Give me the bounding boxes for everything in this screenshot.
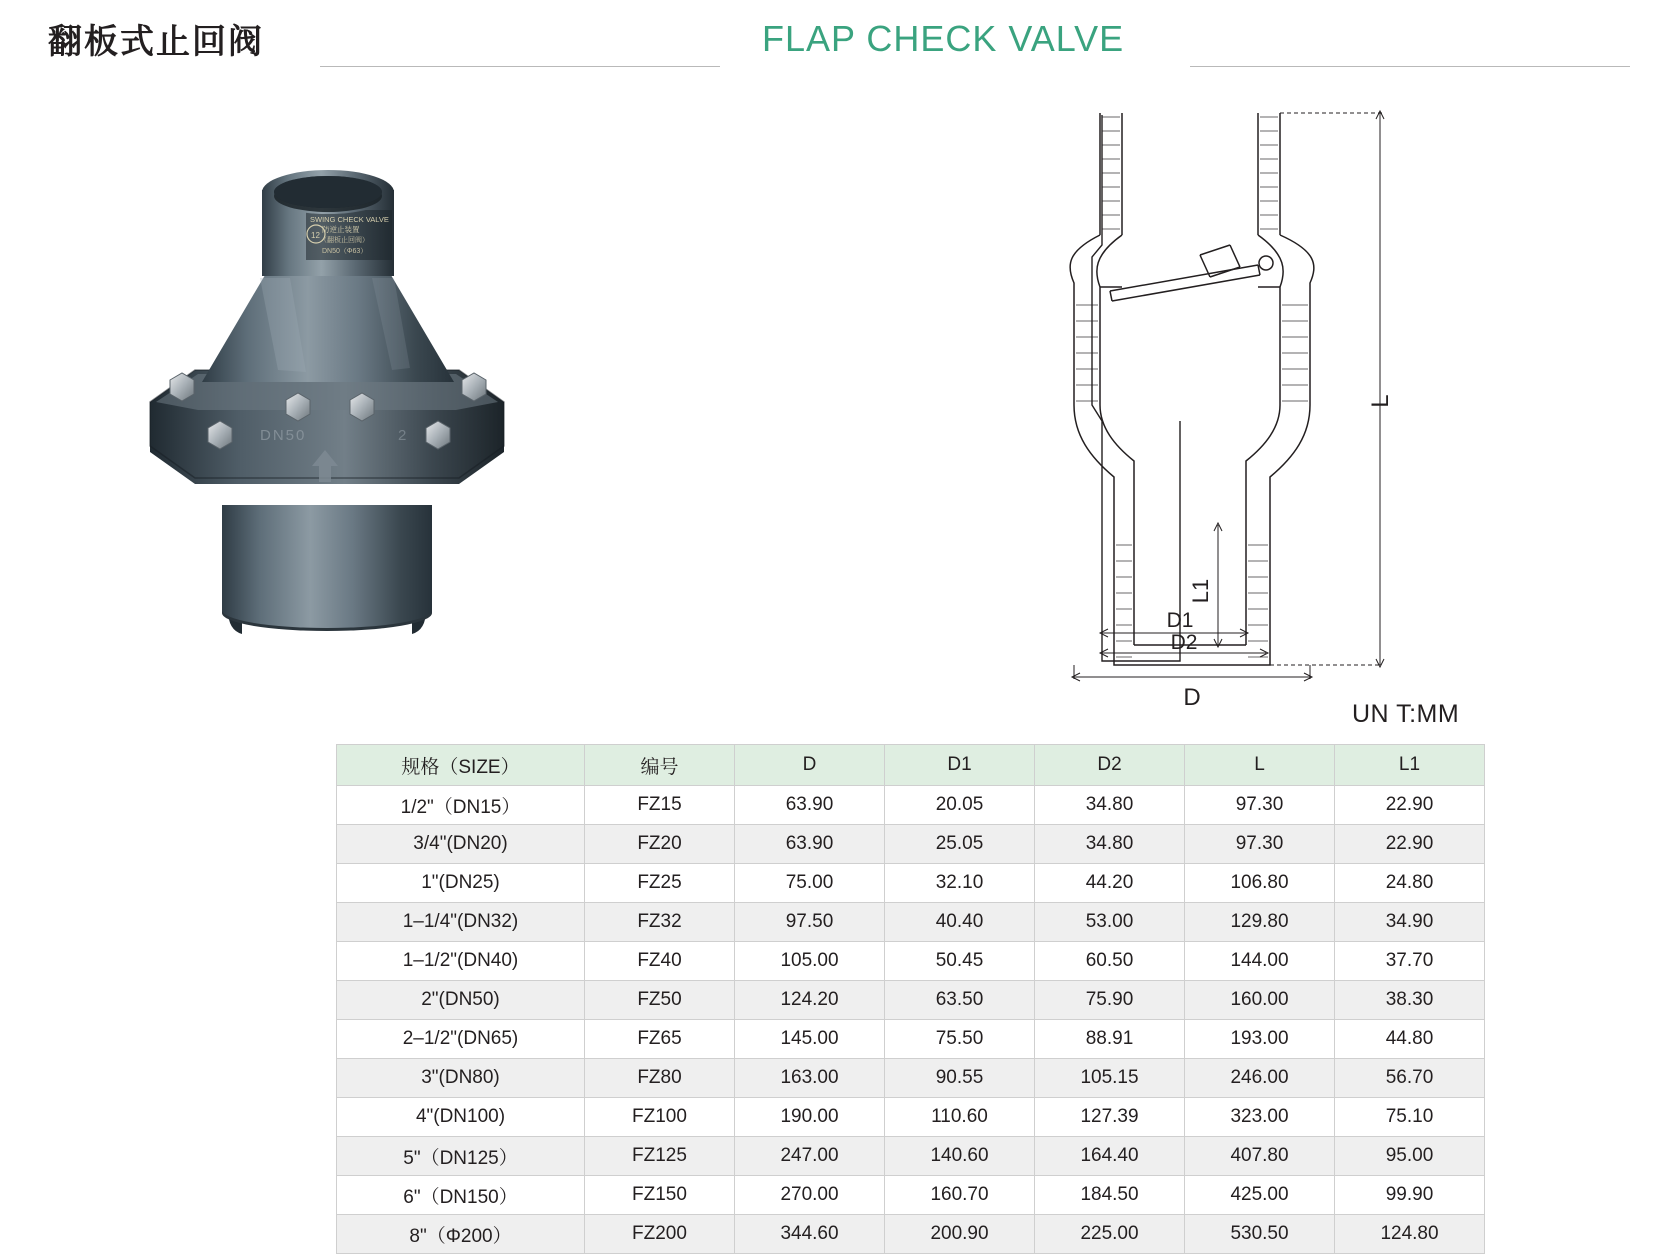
title-cn-divider (320, 66, 720, 67)
cell-code: FZ40 (585, 942, 735, 981)
cell-d2: 105.15 (1035, 1059, 1185, 1098)
cell-l: 144.00 (1185, 942, 1335, 981)
cell-size: 1"(DN25) (337, 864, 585, 903)
cell-d2: 127.39 (1035, 1098, 1185, 1137)
cell-d2: 164.40 (1035, 1137, 1185, 1176)
cell-d2: 60.50 (1035, 942, 1185, 981)
cell-d1: 32.10 (885, 864, 1035, 903)
table-header-d2: D2 (1035, 745, 1185, 786)
cell-l1: 22.90 (1335, 825, 1485, 864)
cell-d1: 40.40 (885, 903, 1035, 942)
dimension-label-L1: L1 (1188, 578, 1213, 604)
cell-code: FZ50 (585, 981, 735, 1020)
cell-d: 63.90 (735, 786, 885, 825)
cell-d1: 110.60 (885, 1098, 1035, 1137)
table-header-code: 编号 (585, 745, 735, 786)
cell-l1: 95.00 (1335, 1137, 1485, 1176)
table-header-l1: L1 (1335, 745, 1485, 786)
cell-code: FZ125 (585, 1137, 735, 1176)
cell-l1: 38.30 (1335, 981, 1485, 1020)
cell-d1: 90.55 (885, 1059, 1035, 1098)
cell-d: 190.00 (735, 1098, 885, 1137)
cell-d2: 34.80 (1035, 786, 1185, 825)
cell-d1: 63.50 (885, 981, 1035, 1020)
cell-size: 5"（DN125） (337, 1137, 585, 1176)
cell-code: FZ32 (585, 903, 735, 942)
cell-l: 97.30 (1185, 786, 1335, 825)
cell-l1: 124.80 (1335, 1215, 1485, 1254)
svg-text:2: 2 (398, 427, 407, 444)
valve-photo-illustration (110, 110, 550, 650)
cell-l1: 44.80 (1335, 1020, 1485, 1059)
spec-table-container (336, 744, 1484, 1254)
table-header-l: L (1185, 745, 1335, 786)
cell-code: FZ200 (585, 1215, 735, 1254)
page-title-en: FLAP CHECK VALVE (762, 18, 1125, 59)
cell-d2: 34.80 (1035, 825, 1185, 864)
cell-l: 129.80 (1185, 903, 1335, 942)
svg-text:SWING CHECK VALVE: SWING CHECK VALVE (310, 215, 389, 224)
cell-l1: 34.90 (1335, 903, 1485, 942)
table-row (337, 1215, 1485, 1254)
cell-l1: 22.90 (1335, 786, 1485, 825)
cell-code: FZ65 (585, 1020, 735, 1059)
cell-d2: 184.50 (1035, 1176, 1185, 1215)
cell-l: 407.80 (1185, 1137, 1335, 1176)
cell-d1: 160.70 (885, 1176, 1035, 1215)
cell-l1: 24.80 (1335, 864, 1485, 903)
unit-note: UN T:MM (1352, 700, 1460, 728)
cell-d: 105.00 (735, 942, 885, 981)
cell-size: 1/2"（DN15） (337, 786, 585, 825)
product-photo-container (110, 110, 550, 650)
cell-d1: 75.50 (885, 1020, 1035, 1059)
cell-code: FZ100 (585, 1098, 735, 1137)
cell-size: 2"(DN50) (337, 981, 585, 1020)
cell-size: 8"（Φ200） (337, 1215, 585, 1254)
cell-code: FZ15 (585, 786, 735, 825)
table-header-size: 规格（SIZE） (337, 745, 585, 786)
table-header-d1: D1 (885, 745, 1035, 786)
cell-d1: 200.90 (885, 1215, 1035, 1254)
cell-l: 530.50 (1185, 1215, 1335, 1254)
cell-size: 6"（DN150） (337, 1176, 585, 1215)
svg-text:（翻板止回阀）: （翻板止回阀） (320, 237, 369, 244)
cell-size: 1–1/2"(DN40) (337, 942, 585, 981)
cell-d: 163.00 (735, 1059, 885, 1098)
table-row (337, 981, 1485, 1020)
cell-d: 63.90 (735, 825, 885, 864)
cell-l: 193.00 (1185, 1020, 1335, 1059)
table-header-row (337, 745, 1485, 786)
svg-text:12: 12 (311, 231, 320, 240)
cell-size: 2–1/2"(DN65) (337, 1020, 585, 1059)
cell-d2: 225.00 (1035, 1215, 1185, 1254)
table-row (337, 1059, 1485, 1098)
photo-product-label (306, 210, 392, 260)
table-header-d: D (735, 745, 885, 786)
cell-d: 124.20 (735, 981, 885, 1020)
cell-l: 106.80 (1185, 864, 1335, 903)
table-row (337, 1020, 1485, 1059)
dimension-label-D: D (1183, 684, 1201, 711)
cell-l: 323.00 (1185, 1098, 1335, 1137)
cell-l1: 56.70 (1335, 1059, 1485, 1098)
cell-l1: 99.90 (1335, 1176, 1485, 1215)
cell-l1: 75.10 (1335, 1098, 1485, 1137)
cell-d1: 20.05 (885, 786, 1035, 825)
cell-code: FZ80 (585, 1059, 735, 1098)
table-row (337, 1137, 1485, 1176)
valve-section-drawing (1080, 105, 1540, 711)
cell-code: FZ25 (585, 864, 735, 903)
table-row (337, 864, 1485, 903)
table-row (337, 1098, 1485, 1137)
cell-l1: 37.70 (1335, 942, 1485, 981)
cell-d1: 140.60 (885, 1137, 1035, 1176)
table-row (337, 1176, 1485, 1215)
spec-table (336, 744, 1485, 1254)
svg-text:防逆止装置: 防逆止装置 (322, 225, 360, 234)
dimension-label-L: L (1367, 394, 1394, 408)
dimension-label-D2: D2 (1170, 631, 1198, 654)
page-header (0, 0, 1674, 80)
cell-size: 4"(DN100) (337, 1098, 585, 1137)
cell-d: 145.00 (735, 1020, 885, 1059)
cell-d: 344.60 (735, 1215, 885, 1254)
cell-d2: 88.91 (1035, 1020, 1185, 1059)
cell-d2: 44.20 (1035, 864, 1185, 903)
table-row (337, 786, 1485, 825)
table-row (337, 942, 1485, 981)
svg-text:DN50（Φ63）: DN50（Φ63） (322, 248, 368, 255)
cell-l: 246.00 (1185, 1059, 1335, 1098)
cell-d: 97.50 (735, 903, 885, 942)
photo-body-mark: DN50 (260, 427, 307, 444)
cell-l: 97.30 (1185, 825, 1335, 864)
cell-size: 1–1/4"(DN32) (337, 903, 585, 942)
cell-size: 3/4"(DN20) (337, 825, 585, 864)
cell-d2: 75.90 (1035, 981, 1185, 1020)
cell-d1: 50.45 (885, 942, 1035, 981)
spec-table-body (337, 786, 1485, 1254)
title-en-divider (1190, 66, 1630, 67)
cell-d: 270.00 (735, 1176, 885, 1215)
dimension-label-D1: D1 (1166, 609, 1194, 632)
page-title-cn: 翻板式止回阀 (48, 23, 264, 61)
cell-d2: 53.00 (1035, 903, 1185, 942)
cell-d1: 25.05 (885, 825, 1035, 864)
table-row (337, 825, 1485, 864)
cell-code: FZ20 (585, 825, 735, 864)
cell-code: FZ150 (585, 1176, 735, 1215)
cell-l: 425.00 (1185, 1176, 1335, 1215)
cell-d: 247.00 (735, 1137, 885, 1176)
cell-l: 160.00 (1185, 981, 1335, 1020)
table-row (337, 903, 1485, 942)
section-drawing-container (1080, 105, 1540, 711)
cell-size: 3"(DN80) (337, 1059, 585, 1098)
cell-d: 75.00 (735, 864, 885, 903)
